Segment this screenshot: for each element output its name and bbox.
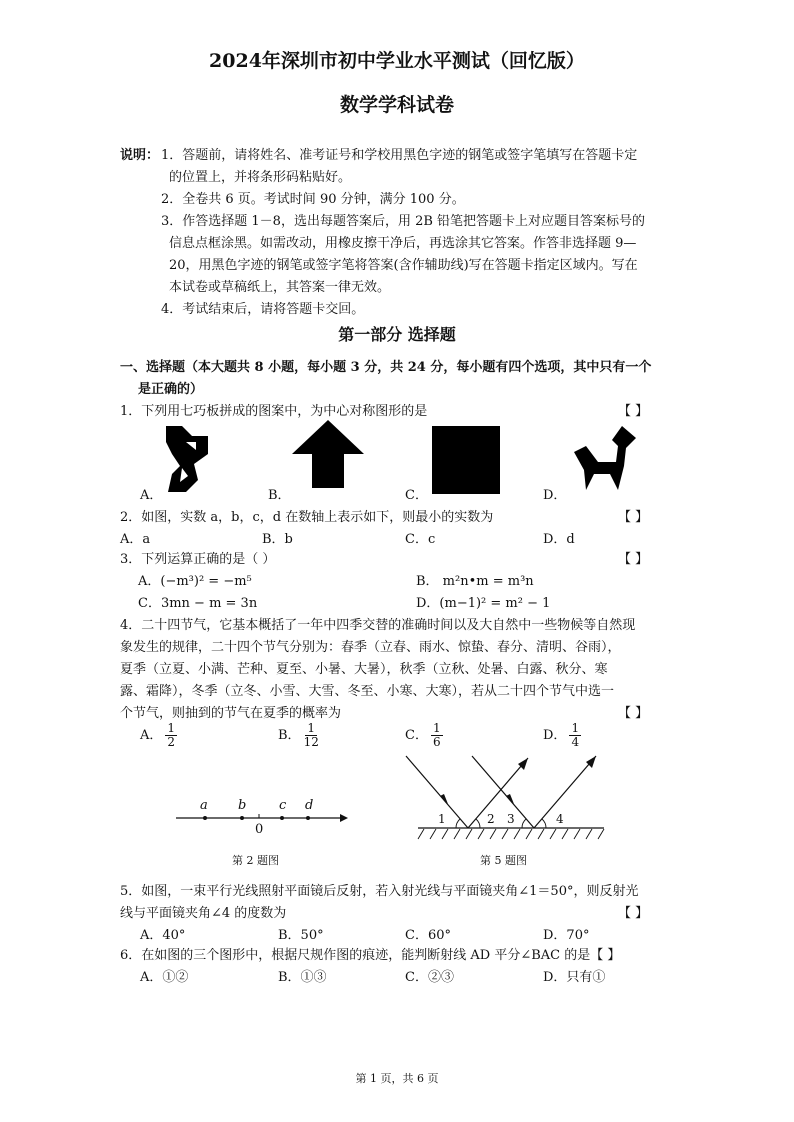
incident-arrow-1 bbox=[440, 794, 448, 804]
q5-option-c: C．60° bbox=[405, 928, 451, 943]
exam-subtitle: 数学学科试卷 bbox=[339, 94, 454, 116]
part1-heading: 第一部分 选择题 bbox=[338, 325, 456, 344]
answer-bracket: 【 】 bbox=[618, 510, 649, 525]
fig2-label-a: a bbox=[200, 798, 208, 813]
angle-arc-3 bbox=[522, 819, 526, 828]
q4-line: 夏季（立夏、小满、芒种、夏至、小暑、大暑），秋季（立秋、处暑、白露、秋分、寒 bbox=[120, 662, 608, 677]
incident-arrow-2 bbox=[506, 794, 514, 804]
q2-option-a: A．a bbox=[120, 532, 151, 547]
reflected-ray-2 bbox=[534, 756, 596, 828]
q4-line: 个节气，则抽到的节气在夏季的概率为 bbox=[120, 706, 342, 721]
tangram-b-arrow bbox=[292, 420, 364, 488]
q5-option-a: A．40° bbox=[140, 928, 186, 943]
q5-line2: 线与平面镜夹角∠4 的度数为 bbox=[120, 906, 287, 921]
q3-option-c: C．3mn − m = 3n bbox=[138, 596, 258, 611]
note-line: 3．作答选择题 1－8，选出每题答案后，用 2B 铅笔把答题卡上对应题目答案标号的 bbox=[161, 214, 646, 229]
notes-label: 说明： bbox=[120, 148, 160, 163]
section-heading-cont: 是正确的） bbox=[138, 382, 204, 397]
note-line: 信息点框涂黑。如需改动，用橡皮擦干净后，再选涂其它答案。作答非选择题 9— bbox=[169, 236, 637, 251]
q1-figure-b bbox=[292, 420, 364, 490]
point-a bbox=[203, 816, 207, 820]
q4-option-c: C． $\frac{1}{6}$ bbox=[405, 721, 441, 749]
page-footer: 第 1 页，共 6 页 bbox=[355, 1072, 439, 1085]
note-line: 4．考试结束后，请将答题卡交回。 bbox=[161, 302, 365, 317]
q4-option-d: D． $\frac{1}{4}$ bbox=[543, 721, 580, 749]
q6-option-d: D．只有① bbox=[543, 970, 606, 985]
q5-option-d: D．70° bbox=[543, 928, 590, 943]
q6-option-b: B．①③ bbox=[278, 970, 327, 985]
q2-option-d: D．d bbox=[543, 532, 575, 547]
note-line: 本试卷或草稿纸上，其答案一律无效。 bbox=[169, 280, 391, 295]
q1-option-b: B． bbox=[268, 488, 291, 503]
q6-option-a: A．①② bbox=[140, 970, 189, 985]
section-heading: 一、选择题（本大题共 8 小题，每小题 3 分，共 24 分，每小题有四个选项，其中只有一个 bbox=[120, 360, 652, 375]
note-line: 2．全卷共 6 页。考试时间 90 分钟，满分 100 分。 bbox=[161, 192, 465, 207]
incident-ray-1 bbox=[406, 756, 468, 828]
fig2-label-b: b bbox=[238, 798, 247, 813]
q4-line: 露、霜降），冬季（立冬、小雪、大雪、冬至、小寒、大寒），若从二十四个节气中选一 bbox=[120, 684, 615, 699]
q1-option-a: A． bbox=[140, 488, 163, 503]
angle-arc-2 bbox=[476, 819, 480, 828]
exam-title: 2024年深圳市初中学业水平测试（回忆版） bbox=[209, 50, 585, 72]
q4-option-a: A． $\frac{1}{2}$ bbox=[140, 721, 176, 749]
point-d bbox=[306, 816, 310, 820]
q6-option-c: C．②③ bbox=[405, 970, 454, 985]
q2-option-b: B．b bbox=[262, 532, 293, 547]
number-line-arrow bbox=[340, 814, 348, 822]
answer-bracket: 【 】 bbox=[618, 906, 649, 921]
angle-arc-4 bbox=[542, 819, 546, 828]
tangram-a bbox=[166, 426, 208, 492]
point-c bbox=[280, 816, 284, 820]
q3-option-b: B． m²n•m = m³n bbox=[416, 574, 534, 589]
q5-line1: 5．如图，一束平行光线照射平面镜后反射，若入射光线与平面镜夹角∠1＝50°，则反射光 bbox=[120, 884, 639, 899]
note-line: 20，用黑色字迹的钢笔或签字笔将答案(含作辅助线)写在答题卡指定区域内。写在 bbox=[169, 258, 638, 273]
q3-stem: 3．下列运算正确的是（ ） bbox=[120, 552, 276, 567]
answer-bracket: 【 】 bbox=[618, 404, 649, 419]
answer-bracket: 【 】 bbox=[618, 552, 649, 567]
fig2-caption: 第 2 题图 bbox=[232, 854, 279, 867]
point-b bbox=[240, 816, 244, 820]
q6-stem: 6．在如图的三个图形中，根据尺规作图的痕迹，能判断射线 AD 平分∠BAC 的是【 】 bbox=[120, 948, 621, 963]
q4-line: 象发生的规律，二十四个节气分别为：春季（立春、雨水、惊蛰、春分、清明、谷雨）， bbox=[120, 640, 621, 655]
tangram-d-dog bbox=[574, 426, 636, 490]
mirror-hatching bbox=[418, 829, 604, 839]
fig2-label-c: c bbox=[279, 798, 287, 813]
fig2-label-d: d bbox=[305, 798, 314, 813]
q4-line: 4．二十四节气，它基本概括了一年中四季交替的准确时间以及大自然中一些物候等自然现 bbox=[120, 618, 636, 633]
tangram-c-square bbox=[432, 426, 500, 494]
note-line: 1．答题前，请将姓名、准考证号和学校用黑色字迹的钢笔或签字笔填写在答题卡定 bbox=[161, 148, 638, 163]
reflected-ray-1 bbox=[468, 758, 528, 828]
fig5-angle-1: 1 bbox=[438, 812, 446, 826]
fig5-mirror-diagram bbox=[400, 752, 610, 844]
q2-stem: 2．如图，实数 a，b，c，d 在数轴上表示如下，则最小的实数为 bbox=[120, 510, 494, 525]
q3-option-d: D．(m−1)² = m² − 1 bbox=[416, 596, 551, 611]
q1-option-d: D． bbox=[543, 488, 567, 503]
fig5-angle-3: 3 bbox=[507, 812, 515, 826]
note-line: 的位置上，并将条形码粘贴好。 bbox=[169, 170, 352, 185]
q3-option-a: A．(−m³)² = −m⁵ bbox=[138, 574, 252, 589]
q1-figure-c bbox=[432, 426, 500, 494]
q1-figure-a bbox=[162, 424, 212, 494]
q5-option-b: B．50° bbox=[278, 928, 324, 943]
q4-option-b: B． $\frac{1}{12}$ bbox=[278, 721, 319, 749]
fig5-angle-4: 4 bbox=[556, 812, 564, 826]
fig5-angle-2: 2 bbox=[487, 812, 495, 826]
q1-figure-d bbox=[568, 426, 638, 492]
fig2-zero: 0 bbox=[255, 822, 264, 837]
q1-stem: 1．下列用七巧板拼成的图案中，为中心对称图形的是 bbox=[120, 404, 428, 419]
answer-bracket: 【 】 bbox=[618, 706, 649, 721]
q2-option-c: C．c bbox=[405, 532, 436, 547]
q1-option-c: C． bbox=[405, 488, 428, 503]
angle-arc-1 bbox=[456, 819, 460, 828]
fig5-caption: 第 5 题图 bbox=[480, 854, 527, 867]
